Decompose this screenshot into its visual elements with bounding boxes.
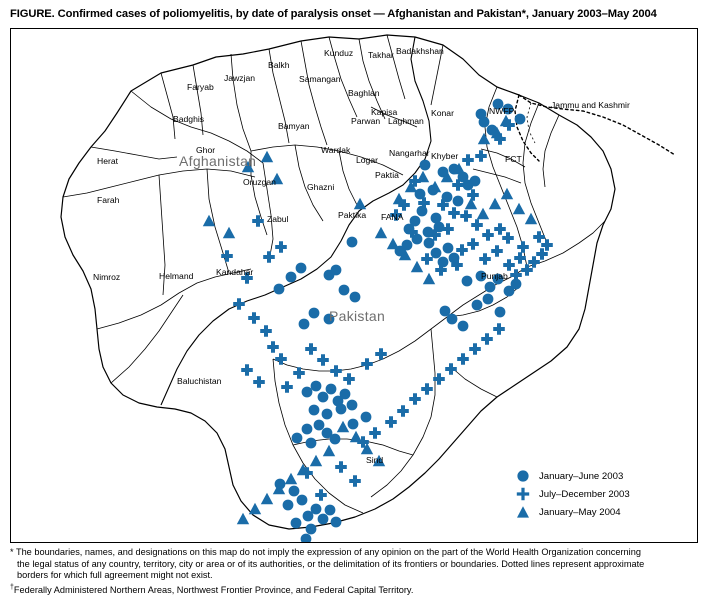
region-label: Zabul [267, 214, 289, 224]
case-marker-circle [274, 284, 285, 295]
case-marker-circle [515, 114, 526, 125]
case-marker-circle [314, 420, 325, 431]
region-label: FCT [505, 154, 522, 164]
footnote-line-2: the legal status of any country, territory, city or area or of its authorities, or the delimitation of its frontiers or boundaries. Dotted lines represent approximate [17, 558, 645, 569]
region-label: Balkh [268, 60, 290, 70]
case-marker-circle [324, 270, 335, 281]
case-marker-cross [491, 245, 503, 257]
case-marker-cross [503, 259, 515, 271]
region-label: FANA [381, 212, 404, 222]
region-label: Paktia [375, 170, 399, 180]
case-marker-cross [260, 325, 272, 337]
region-label: Punjab [481, 271, 508, 281]
case-marker-circle [340, 389, 351, 400]
case-marker-circle [347, 237, 358, 248]
case-marker-circle [311, 504, 322, 515]
case-marker-triangle [465, 198, 477, 209]
case-marker-circle [302, 387, 313, 398]
case-marker-triangle [477, 208, 489, 219]
case-marker-cross [514, 252, 526, 264]
region-label: Sind [366, 455, 384, 465]
case-marker-cross [448, 207, 460, 219]
circle-marker-icon [511, 469, 535, 483]
case-marker-triangle [375, 227, 387, 238]
case-marker-triangle [323, 445, 335, 456]
markers-january-june-2003 [274, 99, 526, 542]
case-marker-circle [483, 294, 494, 305]
case-marker-circle [299, 319, 310, 330]
region-label: Samangan [299, 74, 341, 84]
region-label: Kapisa [371, 107, 398, 117]
region-label: Herat [97, 156, 119, 166]
case-marker-triangle [350, 431, 362, 442]
region-label: Bamyan [278, 121, 310, 131]
case-marker-circle [348, 419, 359, 430]
case-marker-cross [456, 244, 468, 256]
case-marker-cross [241, 364, 253, 376]
case-marker-triangle [423, 273, 435, 284]
case-marker-triangle [203, 215, 215, 226]
case-marker-cross [493, 323, 505, 335]
case-marker-cross [521, 264, 533, 276]
region-label: Laghman [388, 116, 424, 126]
region-label: Takhar [368, 50, 394, 60]
case-marker-circle [318, 392, 329, 403]
case-marker-circle [297, 495, 308, 506]
case-marker-triangle [223, 227, 235, 238]
case-marker-circle [431, 248, 442, 259]
case-marker-triangle [478, 133, 490, 144]
case-marker-triangle [261, 151, 273, 162]
legend-label: January–May 2004 [539, 506, 621, 518]
case-marker-circle [322, 409, 333, 420]
footnote-line-4-text: Federally Administered Northern Areas, Northwest Frontier Province, and Federal Capital Territory. [13, 584, 414, 595]
case-marker-circle [495, 307, 506, 318]
case-marker-triangle [337, 421, 349, 432]
case-marker-cross [494, 223, 506, 235]
case-marker-circle [306, 438, 317, 449]
map-container [10, 28, 698, 543]
case-marker-cross [233, 298, 245, 310]
legend-item [511, 503, 671, 521]
case-marker-circle [286, 272, 297, 283]
case-marker-circle [339, 285, 350, 296]
case-marker-cross [462, 154, 474, 166]
case-marker-cross [343, 373, 355, 385]
region-label: Faryab [187, 82, 214, 92]
map-legend [511, 467, 671, 521]
case-marker-cross [502, 232, 514, 244]
case-marker-cross [481, 333, 493, 345]
case-marker-circle [347, 400, 358, 411]
case-marker-cross [349, 475, 361, 487]
region-label: Helmand [159, 271, 194, 281]
case-marker-cross [281, 381, 293, 393]
region-label: Nangarhar [389, 148, 430, 158]
case-marker-cross [469, 343, 481, 355]
case-marker-circle [306, 524, 317, 535]
case-marker-circle [309, 405, 320, 416]
case-marker-triangle [354, 198, 366, 209]
case-marker-triangle [501, 188, 513, 199]
case-marker-circle [325, 505, 336, 516]
case-marker-triangle [237, 513, 249, 524]
case-marker-triangle [513, 203, 525, 214]
case-marker-circle [309, 308, 320, 319]
case-marker-triangle [411, 261, 423, 272]
triangle-marker-icon [511, 505, 535, 519]
case-marker-circle [289, 486, 300, 497]
region-label: Jawzjan [224, 73, 256, 83]
case-marker-cross [275, 241, 287, 253]
region-label: Kandahar [216, 267, 254, 277]
case-marker-triangle [525, 213, 537, 224]
case-marker-cross [315, 489, 327, 501]
case-marker-cross [467, 238, 479, 250]
country-label: Pakistan [329, 308, 386, 324]
case-marker-cross [457, 353, 469, 365]
case-marker-cross [471, 219, 483, 231]
case-marker-triangle [310, 455, 322, 466]
case-marker-circle [350, 292, 361, 303]
case-marker-cross [475, 150, 487, 162]
legend-label: January–June 2003 [539, 470, 624, 482]
case-marker-cross [335, 461, 347, 473]
region-label: Ghor [196, 145, 216, 155]
region-label: Ghazni [307, 182, 335, 192]
case-marker-cross [460, 210, 472, 222]
region-label: Jammu and Kashmir [551, 100, 630, 110]
case-marker-cross [248, 312, 260, 324]
case-marker-cross [263, 251, 275, 263]
case-marker-circle [485, 282, 496, 293]
case-marker-circle [479, 117, 490, 128]
case-marker-triangle [261, 493, 273, 504]
case-marker-cross [330, 365, 342, 377]
figure-title: FIGURE. Confirmed cases of poliomyelitis, by date of paralysis onset — Afghanistan and Pakistan*, January 2003–May 2004 [10, 8, 657, 20]
case-marker-cross [421, 383, 433, 395]
case-marker-cross [253, 376, 265, 388]
case-marker-circle [440, 306, 451, 317]
case-marker-circle [311, 381, 322, 392]
case-marker-circle [302, 424, 313, 435]
region-label: Farah [97, 195, 120, 205]
case-marker-circle [361, 412, 372, 423]
case-marker-circle [443, 243, 454, 254]
case-marker-circle [330, 434, 341, 445]
case-marker-circle [420, 160, 431, 171]
region-label: Wardak [321, 145, 351, 155]
footnote-line-3: borders for which full agreement might not exist. [17, 570, 213, 581]
case-marker-triangle [417, 171, 429, 182]
case-marker-cross [267, 341, 279, 353]
case-marker-circle [296, 263, 307, 274]
case-marker-cross [317, 354, 329, 366]
region-label: Oruzgan [243, 177, 276, 187]
region-label: Kunduz [324, 48, 354, 58]
legend-label: July–December 2003 [539, 488, 630, 500]
case-marker-circle [458, 321, 469, 332]
region-label: Konar [431, 108, 454, 118]
case-marker-circle [301, 534, 312, 542]
footnote-line-4 [10, 582, 700, 597]
case-marker-circle [283, 500, 294, 511]
case-marker-triangle [393, 193, 405, 204]
case-marker-cross [221, 250, 233, 262]
case-marker-cross [433, 373, 445, 385]
case-marker-circle [462, 276, 473, 287]
region-label: Badghis [173, 114, 205, 124]
case-marker-cross [293, 367, 305, 379]
region-label: Paktika [338, 210, 367, 220]
case-marker-cross [375, 348, 387, 360]
case-marker-circle [336, 404, 347, 415]
footnote-dagger: † [10, 583, 14, 591]
case-marker-cross [305, 343, 317, 355]
region-label: Baluchistan [177, 376, 222, 386]
case-marker-cross [482, 229, 494, 241]
region-label: Baghlan [348, 88, 380, 98]
case-marker-cross [385, 416, 397, 428]
case-marker-cross [275, 353, 287, 365]
case-marker-cross [533, 231, 545, 243]
legend-item [511, 467, 671, 485]
case-marker-triangle [249, 503, 261, 514]
case-marker-circle [331, 517, 342, 528]
case-marker-cross [479, 253, 491, 265]
case-marker-cross [369, 427, 381, 439]
legend-item [511, 485, 671, 503]
case-marker-circle [318, 514, 329, 525]
case-marker-circle [326, 384, 337, 395]
region-label: NWFP [489, 106, 515, 116]
region-label: Parwan [351, 116, 381, 126]
case-marker-circle [453, 196, 464, 207]
region-label: Logar [356, 155, 378, 165]
case-marker-circle [470, 176, 481, 187]
region-label: Nimroz [93, 272, 121, 282]
case-marker-triangle [285, 473, 297, 484]
case-marker-cross [510, 269, 522, 281]
case-marker-cross [517, 241, 529, 253]
footnote-line-1: * The boundaries, names, and designations on this map do not imply the expression of any opinion on the part of the World Health Organization concerning [10, 547, 641, 557]
case-marker-circle [291, 518, 302, 529]
country-label: Afghanistan [179, 153, 257, 169]
region-label: Badakhshan [396, 46, 444, 56]
case-marker-circle [292, 433, 303, 444]
figure-footnotes [10, 547, 700, 596]
case-marker-triangle [489, 198, 501, 209]
case-marker-cross [361, 358, 373, 370]
case-marker-cross [409, 393, 421, 405]
region-label: Khyber [431, 151, 459, 161]
case-marker-cross [528, 256, 540, 268]
case-marker-cross [397, 405, 409, 417]
case-marker-circle [424, 238, 435, 249]
case-marker-cross [445, 363, 457, 375]
case-marker-triangle [387, 238, 399, 249]
case-marker-cross [467, 189, 479, 201]
cross-marker-icon [511, 487, 535, 501]
case-marker-cross [252, 215, 264, 227]
case-marker-circle [472, 300, 483, 311]
